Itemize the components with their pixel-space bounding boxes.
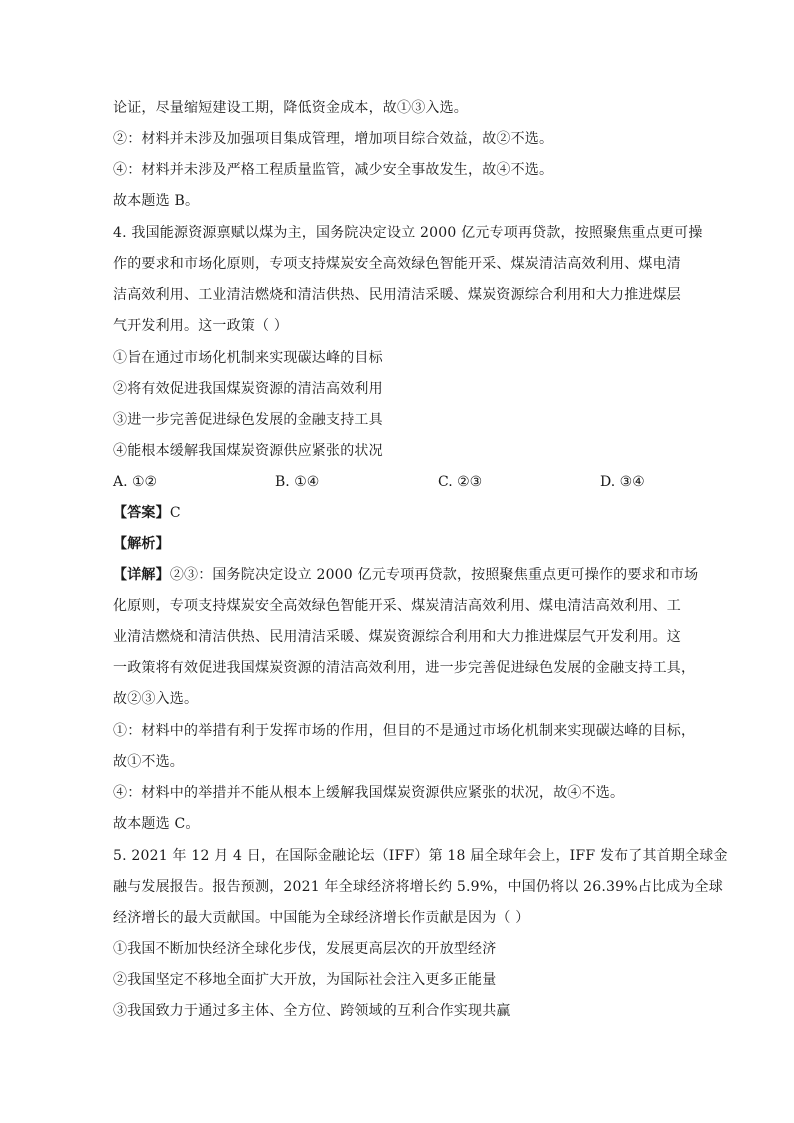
q5-statement: ①我国不断加快经济全球化步伐，发展更高层次的开放型经济 <box>113 941 497 957</box>
q5-stem-line: 经济增长的最大贡献国。中国能为全球经济增长作贡献是因为（ ） <box>113 910 530 926</box>
q4-answer <box>113 503 181 523</box>
q4-detail-line: 故①不选。 <box>113 754 184 770</box>
q4-stem-line: 作的要求和市场化原则，专项支持煤炭安全高效绿色智能开采、煤炭清洁高效利用、煤电清 <box>113 256 681 272</box>
q4-stem-line: 气开发利用。这一政策（ ） <box>113 318 289 334</box>
q3-explanation-line: ④：材料并未涉及严格工程质量监管，减少安全事故发生，故④不选。 <box>113 162 554 178</box>
q4-detail-line <box>113 565 698 585</box>
q4-stem-line: 洁高效利用、工业清洁燃烧和清洁供热、民用清洁采暖、煤炭资源综合利用和大力推进煤层 <box>113 287 681 303</box>
q4-option-a: A. ①② <box>113 474 158 490</box>
q5-stem-line: 融与发展报告。报告预测，2021 年全球经济将增长约 5.9%，中国仍将以 26.39%占比成为全球 <box>113 879 723 895</box>
q4-statement: ④能根本缓解我国煤炭资源供应紧张的状况 <box>113 443 383 459</box>
q4-detail-line: 化原则，专项支持煤炭安全高效绿色智能开采、煤炭清洁高效利用、煤电清洁高效利用、工 <box>113 598 681 614</box>
q5-stem-line: 5. 2021 年 12 月 4 日，在国际金融论坛（IFF）第 18 届全球年会上，IFF 发布了其首期全球金 <box>113 848 728 864</box>
detail-tag: 【详解】 <box>113 567 170 583</box>
detail-text: ②③：国务院决定设立 2000 亿元专项再贷款，按照聚焦重点更可操作的要求和市场 <box>169 567 699 583</box>
q4-detail-line: 业清洁燃烧和清洁供热、民用清洁采暖、煤炭资源综合利用和大力推进煤层气开发利用。这 <box>113 629 681 645</box>
q4-analysis <box>113 534 170 554</box>
q4-detail-line: ④：材料中的举措并不能从根本上缓解我国煤炭资源供应紧张的状况，故④不选。 <box>113 785 625 801</box>
q4-statement: ③进一步完善促进绿色发展的金融支持工具 <box>113 412 383 428</box>
q4-option-d: D. ③④ <box>600 474 645 490</box>
q3-explanation-line: 论证，尽量缩短建设工期，降低资金成本，故①③入选。 <box>113 100 468 116</box>
q4-option-c: C. ②③ <box>438 474 483 490</box>
analysis-tag: 【解析】 <box>113 536 170 552</box>
q4-conclusion: 故本题选 C。 <box>113 816 200 832</box>
q3-explanation-line: ②：材料并未涉及加强项目集成管理，增加项目综合效益，故②不选。 <box>113 131 554 147</box>
answer-tag: 【答案】 <box>113 505 170 521</box>
q5-statement: ③我国致力于通过多主体、全方位、跨领域的互利合作实现共赢 <box>113 1003 511 1019</box>
answer-value: C <box>169 505 181 521</box>
q3-conclusion: 故本题选 B。 <box>113 193 200 209</box>
q4-options <box>113 472 688 492</box>
q4-detail-line: 一政策将有效促进我国煤炭资源的清洁高效利用，进一步完善促进绿色发展的金融支持工具， <box>113 660 696 676</box>
q4-statement: ①旨在通过市场化机制来实现碳达峰的目标 <box>113 350 383 366</box>
q4-stem-line: 4. 我国能源资源禀赋以煤为主，国务院决定设立 2000 亿元专项再贷款，按照聚焦重点更可操 <box>113 225 703 241</box>
q4-statement: ②将有效促进我国煤炭资源的清洁高效利用 <box>113 381 383 397</box>
q5-statement: ②我国坚定不移地全面扩大开放，为国际社会注入更多正能量 <box>113 972 497 988</box>
q4-detail-line: 故②③入选。 <box>113 691 199 707</box>
q4-option-b: B. ①④ <box>275 474 320 490</box>
q4-detail-line: ①：材料中的举措有利于发挥市场的作用，但目的不是通过市场化机制来实现碳达峰的目标， <box>113 723 696 739</box>
